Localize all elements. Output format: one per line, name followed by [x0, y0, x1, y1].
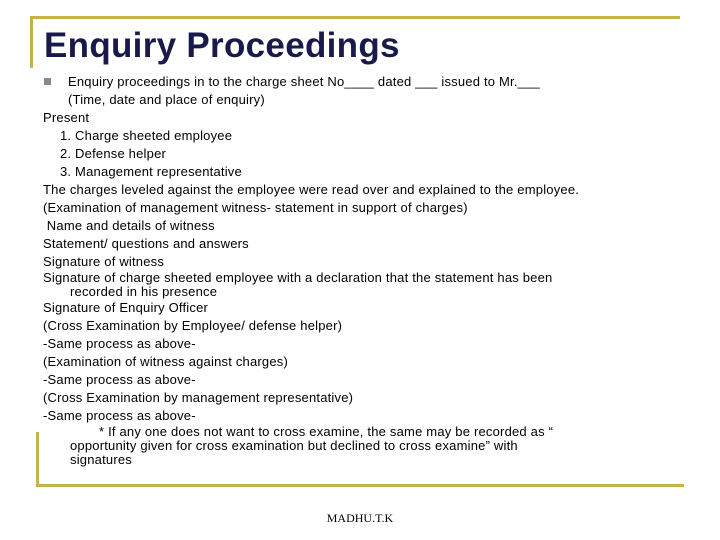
body-line: Signature of Enquiry Officer	[43, 300, 209, 315]
present-item: 2. Defense helper	[60, 146, 167, 161]
body-line: -Same process as above-	[43, 408, 196, 423]
square-bullet-icon	[44, 78, 51, 85]
body-line-continuation: recorded in his presence	[70, 284, 218, 299]
present-item: 3. Management representative	[60, 164, 242, 179]
footer-author: MADHU.T.K	[326, 511, 394, 525]
note-line: * If any one does not want to cross examine, the same may be recorded as “	[99, 424, 554, 439]
body-line: (Examination of witness against charges)	[43, 354, 289, 369]
slide-title: Enquiry Proceedings	[44, 26, 400, 65]
frame-bottom-border	[36, 484, 684, 487]
body-line: Signature of witness	[43, 254, 165, 269]
enquiry-details-line: (Time, date and place of enquiry)	[68, 92, 265, 107]
body-line: -Same process as above-	[43, 336, 196, 351]
note-line-continuation: opportunity given for cross examination but declined to cross examine” with	[70, 438, 518, 453]
slide-body	[43, 73, 693, 467]
frame-top-border	[30, 16, 680, 19]
body-line: (Cross Examination by management representative)	[43, 390, 354, 405]
body-line: -Same process as above-	[43, 372, 196, 387]
body-line: Signature of charge sheeted employee with a declaration that the statement has been	[43, 270, 553, 285]
bullet-text: Enquiry proceedings in to the charge sheet No____ dated ___ issued to Mr.___	[68, 74, 540, 89]
bullet-item	[43, 73, 693, 91]
frame-left-border	[30, 16, 33, 68]
present-item: 1. Charge sheeted employee	[60, 128, 233, 143]
body-line: (Examination of management witness- statement in support of charges)	[43, 200, 468, 215]
present-heading: Present	[43, 110, 90, 125]
body-line: The charges leveled against the employee were read over and explained to the employee.	[43, 182, 580, 197]
body-line: Name and details of witness	[43, 218, 215, 233]
body-line: Statement/ questions and answers	[43, 236, 249, 251]
body-line: (Cross Examination by Employee/ defense helper)	[43, 318, 343, 333]
note-line-continuation: signatures	[70, 452, 132, 467]
frame-bottom-left-border	[36, 432, 39, 487]
